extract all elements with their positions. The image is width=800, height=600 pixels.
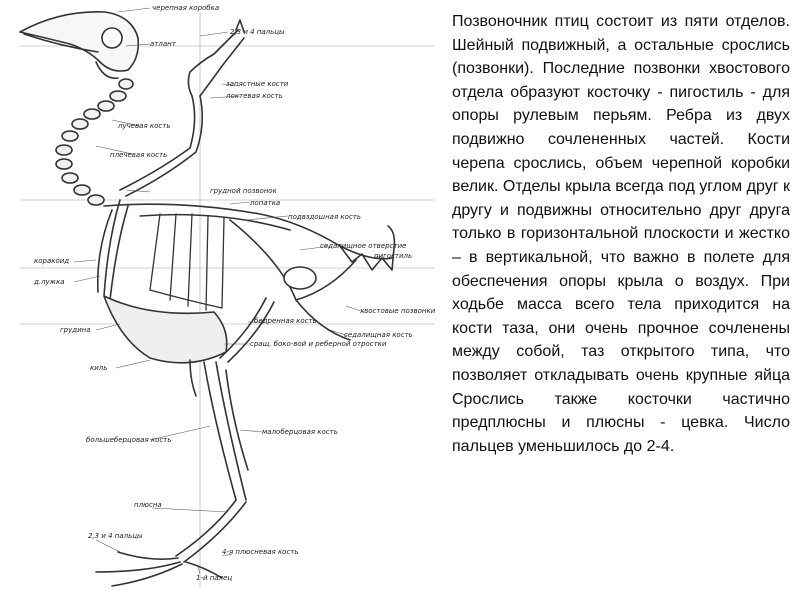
- skeleton-drawing: [20, 12, 394, 586]
- description-text: Позвоночник птиц состоит из пяти отделов. Шейный подвижный, а остальные срослись (позвонки). Последние позвонки хвостового отдела образуют косточку - пигостиль - для опоры рулевым перьям. Ребра из двух подвижно сочлененных частей. Кости черепа срослись, объем черепной коробки велик. Отделы крыла всегда под углом друг к другу и подвижны относительно друг друга только в горизонтальной плоскости и жестко – в вертикальной, что важно в полете для обеспечения опоры крыла о воздух. При ходьбе масса всего тела приходится на кости таза, они очень прочное сочленены между собой, таз открытого типа, что позволяет откладывать очень крупные яйца Срослись также косточки частично предплюсны и плюсны - цевка. Число пальцев уменьшилось до 2-4.: [452, 13, 790, 455]
- label-bedrennaya-kost: бедренная кость: [254, 317, 317, 325]
- label-khvostovye-pozvonki: хвостовые позвонки: [360, 307, 436, 315]
- label-palec-1: 1-й палец: [196, 574, 233, 582]
- label-korakoid: коракоид: [34, 257, 70, 265]
- label-cherepnaya-korobka: черепная коробка: [152, 4, 220, 12]
- label-kil: киль: [90, 364, 108, 372]
- label-dluzhka: д.лужка: [34, 278, 65, 286]
- label-grudina: грудина: [60, 326, 91, 334]
- label-atlant: атлант: [150, 40, 176, 48]
- label-lyktevaya-kost: локтевая кость: [226, 92, 283, 100]
- label-zapyastnye-kosti: запястные кости: [226, 80, 289, 88]
- label-podvzdoshnaya-kost: подвздошная кость: [288, 213, 361, 221]
- label-palcy-234: 2,3 и 4 пальцы: [230, 28, 285, 36]
- label-luchevaya-kost: лучевая кость: [118, 122, 171, 130]
- label-lopatka: лопатка: [250, 199, 281, 207]
- label-plyusnevaya-kost: 4-я плюсневая кость: [222, 548, 299, 556]
- label-sedalishchnoe-otverstie: седалищное отверстие: [320, 242, 407, 250]
- label-plechevaya-kost: плечевая кость: [110, 151, 168, 159]
- label-pigostil: пигостиль: [374, 252, 413, 260]
- label-sedalishchnaya-kost: седалищная кость: [344, 331, 413, 339]
- label-palcy-234-noga: 2,3 и 4 пальцы: [88, 532, 143, 540]
- label-sresh-boko-reberniy: сращ. боко-вой и реберной отростки: [250, 340, 387, 348]
- label-grudnoy-pozvonok: грудной позвонок: [210, 187, 277, 195]
- label-bolshebertsovaya-kost: большеберцовая кость: [86, 436, 172, 444]
- label-plyusna: плюсна: [134, 501, 162, 509]
- label-malobertsovaya-kost: малоберцовая кость: [262, 428, 338, 436]
